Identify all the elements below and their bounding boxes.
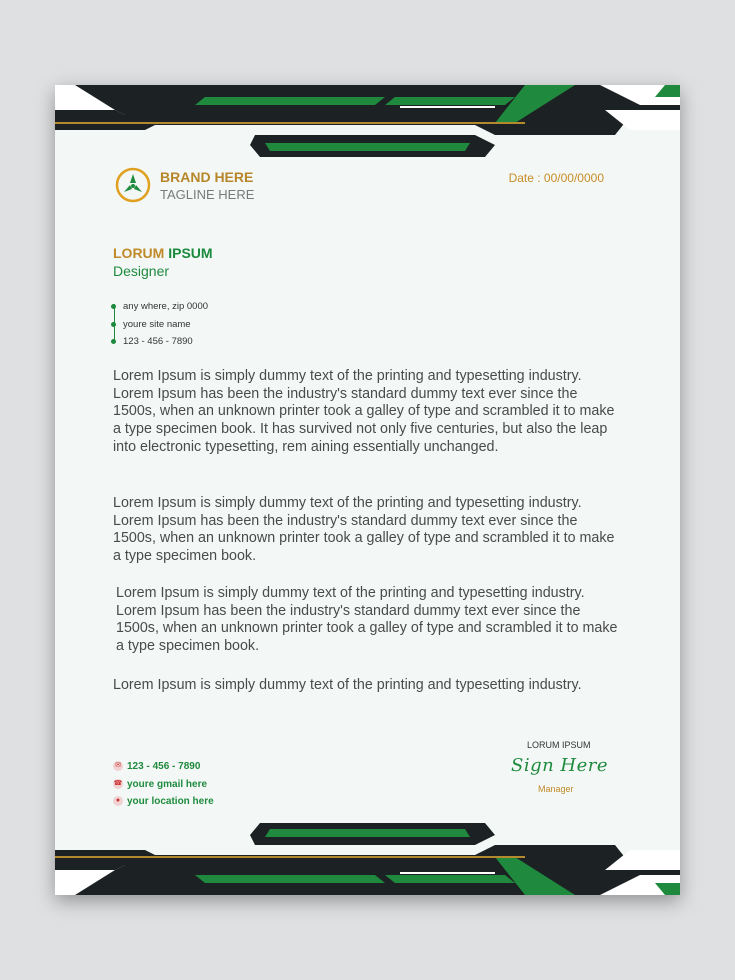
footer-band <box>55 815 680 895</box>
header-band <box>55 85 680 165</box>
footer-location-text: your location here <box>127 796 214 807</box>
bullet-icon <box>111 339 116 344</box>
recipient-role: Designer <box>113 263 170 279</box>
letterhead-page <box>55 85 680 895</box>
location-icon: ● <box>113 796 123 806</box>
footer-email <box>113 779 207 790</box>
contact-phone-text: 123 - 456 - 7890 <box>123 336 193 347</box>
signatory-name: LORUM IPSUM <box>527 740 591 750</box>
body-paragraph: Lorem Ipsum is simply dummy text of the printing and typesetting industry. Lorem Ipsum has been the industry's standard dummy text ever since the 1500s, when an unknown printer took a galley of type and scrambled it to make a type specimen book. <box>116 585 618 655</box>
contact-website <box>111 319 191 330</box>
recipient-name <box>113 245 213 261</box>
body-paragraph: Lorem Ipsum is simply dummy text of the printing and typesetting industry. <box>113 677 582 693</box>
contact-address-text: any where, zip 0000 <box>123 301 209 312</box>
bullet-icon <box>111 304 116 309</box>
contact-phone <box>111 336 193 347</box>
recipient-last-name: IPSUM <box>164 245 213 261</box>
footer-location <box>113 796 214 807</box>
body-paragraph: Lorem Ipsum is simply dummy text of the printing and typesetting industry. Lorem Ipsum has been the industry's standard dummy text ever since the 1500s, when an unknown printer took a galley of type and scrambled it to make a type specimen book. <box>113 495 615 565</box>
footer-email-text: youre gmail here <box>127 779 208 790</box>
recipient-first-name: LORUM <box>113 245 165 261</box>
footer-phone <box>113 761 200 772</box>
letter-date: Date : 00/00/0000 <box>508 171 604 185</box>
brand-name: BRAND HERE <box>160 169 254 185</box>
brand-logo <box>115 167 151 203</box>
brand-tagline: TAGLINE HERE <box>160 187 255 202</box>
phone-icon: ✉ <box>113 761 123 771</box>
email-icon: ☎ <box>113 780 123 788</box>
signature: Sign Here <box>511 755 609 776</box>
body-paragraph: Lorem Ipsum is simply dummy text of the printing and typesetting industry. Lorem Ipsum has been the industry's standard dummy text ever since the 1500s, when an unknown printer took a galley of type and scrambled it to make a type specimen book. It has survived not only five centuries, but also the leap into electronic typesetting, rem aining essentially unchanged. <box>113 368 615 455</box>
contact-website-text: youre site name <box>123 319 191 330</box>
signatory-role: Manager <box>538 784 574 794</box>
footer-phone-text: 123 - 456 - 7890 <box>127 761 201 772</box>
contact-address <box>111 301 208 312</box>
bullet-icon <box>111 322 116 327</box>
